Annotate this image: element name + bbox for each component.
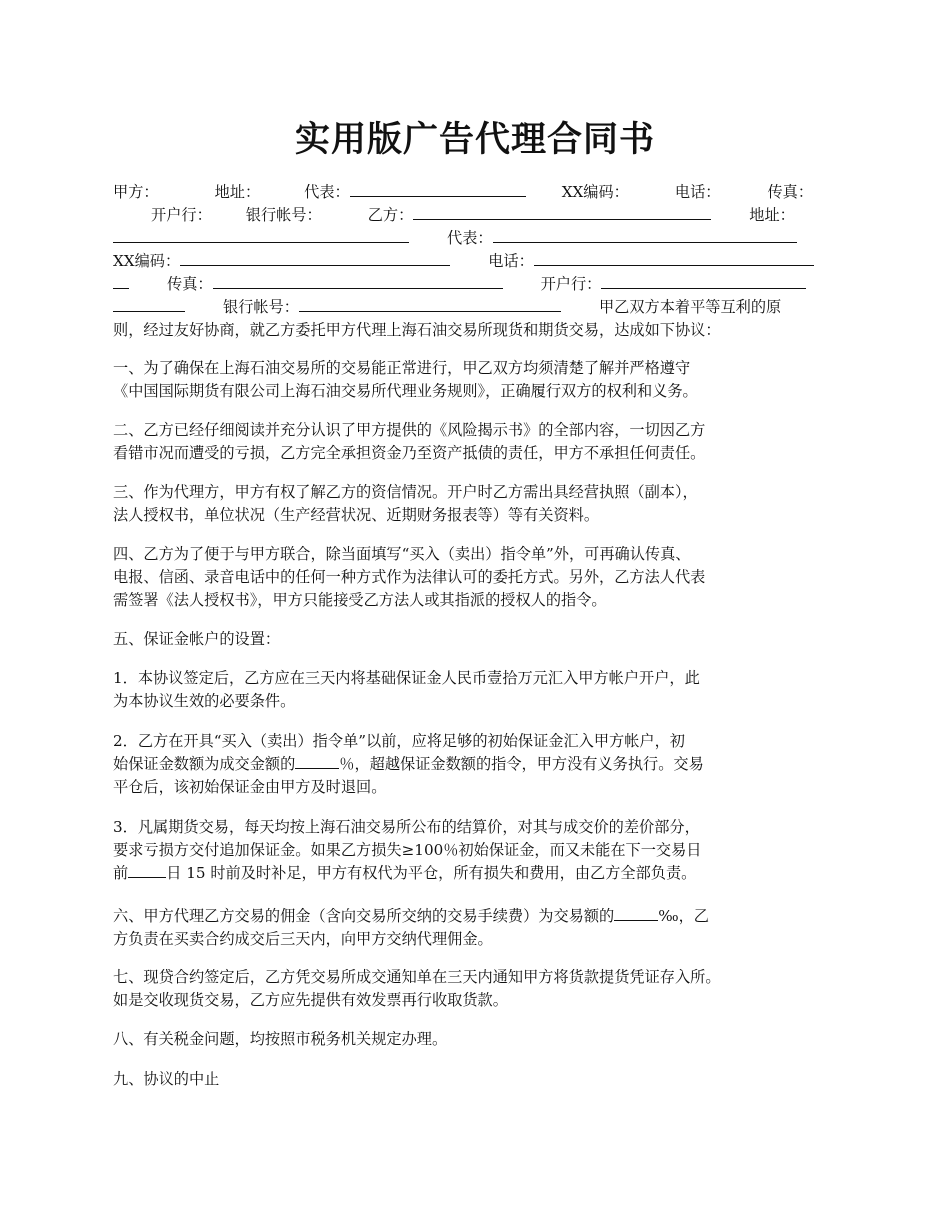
intro-text-b: 则，经过友好协商，就乙方委托甲方代理上海石油交易所现货和期货交易，达成如下协议： <box>113 321 721 339</box>
party-b-label: 乙方： <box>367 206 414 224</box>
clause-5-1-line-2: 为本协议生效的必要条件。 <box>113 692 296 710</box>
bank-account-label: 银行帐号： <box>245 206 322 224</box>
commission-text-b: ‰，乙 <box>658 907 709 925</box>
phone-label-b: 电话： <box>488 252 534 270</box>
commission-text-a: 六、甲方代理乙方交易的佣金（含向交易所交纳的交易手续费）为交易额的 <box>113 907 615 925</box>
fax-label-b: 传真： <box>167 275 213 293</box>
clause-4-line-2: 电报、信函、录音电话中的任何一种方式作为法律认可的委托方式。另外，乙方法人代表 <box>113 568 706 586</box>
margin-text-b: ％，超越保证金数额的指令，甲方没有义务执行。交易 <box>339 755 704 773</box>
clause-6-line-1 <box>113 905 709 927</box>
clause-3-line-2: 法人授权书，单位状况（生产经营状况、近期财务报表等）等有关资料。 <box>113 506 599 524</box>
bank-b-blank <box>601 273 806 289</box>
party-b-blank <box>413 204 711 220</box>
address-b-blank <box>113 227 409 243</box>
before-day-blank <box>128 862 166 878</box>
before-text-b: 日 15 时前及时补足，甲方有权代为平仓，所有损失和费用，由乙方全部负责。 <box>166 864 697 882</box>
fax-label: 传真： <box>767 183 813 201</box>
clause-7-line-1: 七、现贷合约签定后，乙方凭交易所成交通知单在三天内通知甲方将货款提货凭证存入所。 <box>113 968 721 986</box>
xx-code-label-b: XX编码： <box>113 252 181 270</box>
intro-text-a: 甲乙双方本着平等互利的原 <box>598 298 782 316</box>
clause-2-line-1: 二、乙方已经仔细阅读并充分认识了甲方提供的《风险揭示书》的全部内容，一切因乙方 <box>113 421 706 439</box>
header-line-3 <box>113 227 797 249</box>
header-line-6 <box>113 296 781 318</box>
before-text-a: 前 <box>113 864 129 882</box>
phone-b-blank-cont <box>113 273 129 289</box>
document-title: 实用版广告代理合同书 <box>294 119 655 160</box>
clause-2-line-2: 看错市况而遭受的亏损，乙方完全承担资金乃至资产抵债的责任，甲方不承担任何责任。 <box>113 444 706 462</box>
clause-6-line-2: 方负责在买卖合约成交后三天内，向甲方交纳代理佣金。 <box>113 930 493 948</box>
bank-account-label-b: 银行帐号： <box>223 298 299 316</box>
address-label-b: 地址： <box>749 206 795 224</box>
bank-label-b: 开户行： <box>540 275 602 293</box>
margin-percent-blank <box>295 753 339 769</box>
bank-b-blank-cont <box>113 296 185 312</box>
clause-5-heading: 五、保证金帐户的设置： <box>113 630 281 648</box>
phone-label: 电话： <box>674 183 721 201</box>
clause-4-line-3: 需签署《法人授权书》，甲方只能接受乙方法人或其指派的授权人的指令。 <box>113 591 607 609</box>
address-label: 地址： <box>214 183 261 201</box>
clause-4-line-1: 四、乙方为了便于与甲方联合，除当面填写“买入（卖出）指令单”外，可再确认传真、 <box>113 545 691 563</box>
xx-code-b-blank <box>180 250 450 266</box>
fax-b-blank <box>213 273 503 289</box>
phone-b-blank <box>534 250 814 266</box>
header-line-2 <box>151 204 795 226</box>
bank-account-b-blank <box>299 296 561 312</box>
header-line-4 <box>113 250 814 272</box>
bank-label: 开户行： <box>151 206 212 224</box>
clause-1-line-2: 《中国国际期货有限公司上海石油交易所代理业务规则》，正确履行双方的权利和义务。 <box>113 382 698 400</box>
commission-blank <box>614 905 658 921</box>
representative-blank <box>350 181 526 197</box>
clause-9-heading: 九、协议的中止 <box>113 1070 220 1088</box>
clause-5-1-line-1: 1．本协议签定后，乙方应在三天内将基础保证金人民币壹拾万元汇入甲方帐户开户，此 <box>113 669 700 687</box>
representative-b-blank <box>493 227 797 243</box>
party-a-label: 甲方： <box>113 183 159 201</box>
header-line-5 <box>113 273 806 295</box>
clause-5-3-line-3 <box>113 862 696 884</box>
clause-5-3-line-1: 3．凡属期货交易，每天均按上海石油交易所公布的结算价，对其与成交价的差价部分， <box>113 818 700 836</box>
xx-code-label: XX编码： <box>561 183 629 201</box>
clause-5-2-line-2 <box>113 753 704 775</box>
clause-5-2-line-3: 平仓后，该初始保证金由甲方及时退回。 <box>113 778 387 796</box>
representative-label: 代表： <box>304 183 350 201</box>
clause-3-line-1: 三、作为代理方，甲方有权了解乙方的资信情况。开户时乙方需出具经营执照（副本）， <box>113 483 698 501</box>
clause-5-2-line-1: 2．乙方在开具“买入（卖出）指令单”以前，应将足够的初始保证金汇入甲方帐户，初 <box>113 732 685 750</box>
representative-label-b: 代表： <box>447 229 493 247</box>
header-line-1 <box>113 181 813 203</box>
margin-text-a: 始保证金数额为成交金额的 <box>113 755 296 773</box>
clause-7-line-2: 如是交收现货交易，乙方应先提供有效发票再行收取货款。 <box>113 991 508 1009</box>
clause-1-line-1: 一、为了确保在上海石油交易所的交易能正常进行，甲乙双方均须清楚了解并严格遵守 <box>113 359 691 377</box>
clause-8-line: 八、有关税金问题，均按照市税务机关规定办理。 <box>113 1030 448 1048</box>
clause-5-3-line-2: 要求亏损方交付追加保证金。如果乙方损失≥100％初始保证金，而又未能在下一交易日 <box>113 841 702 859</box>
